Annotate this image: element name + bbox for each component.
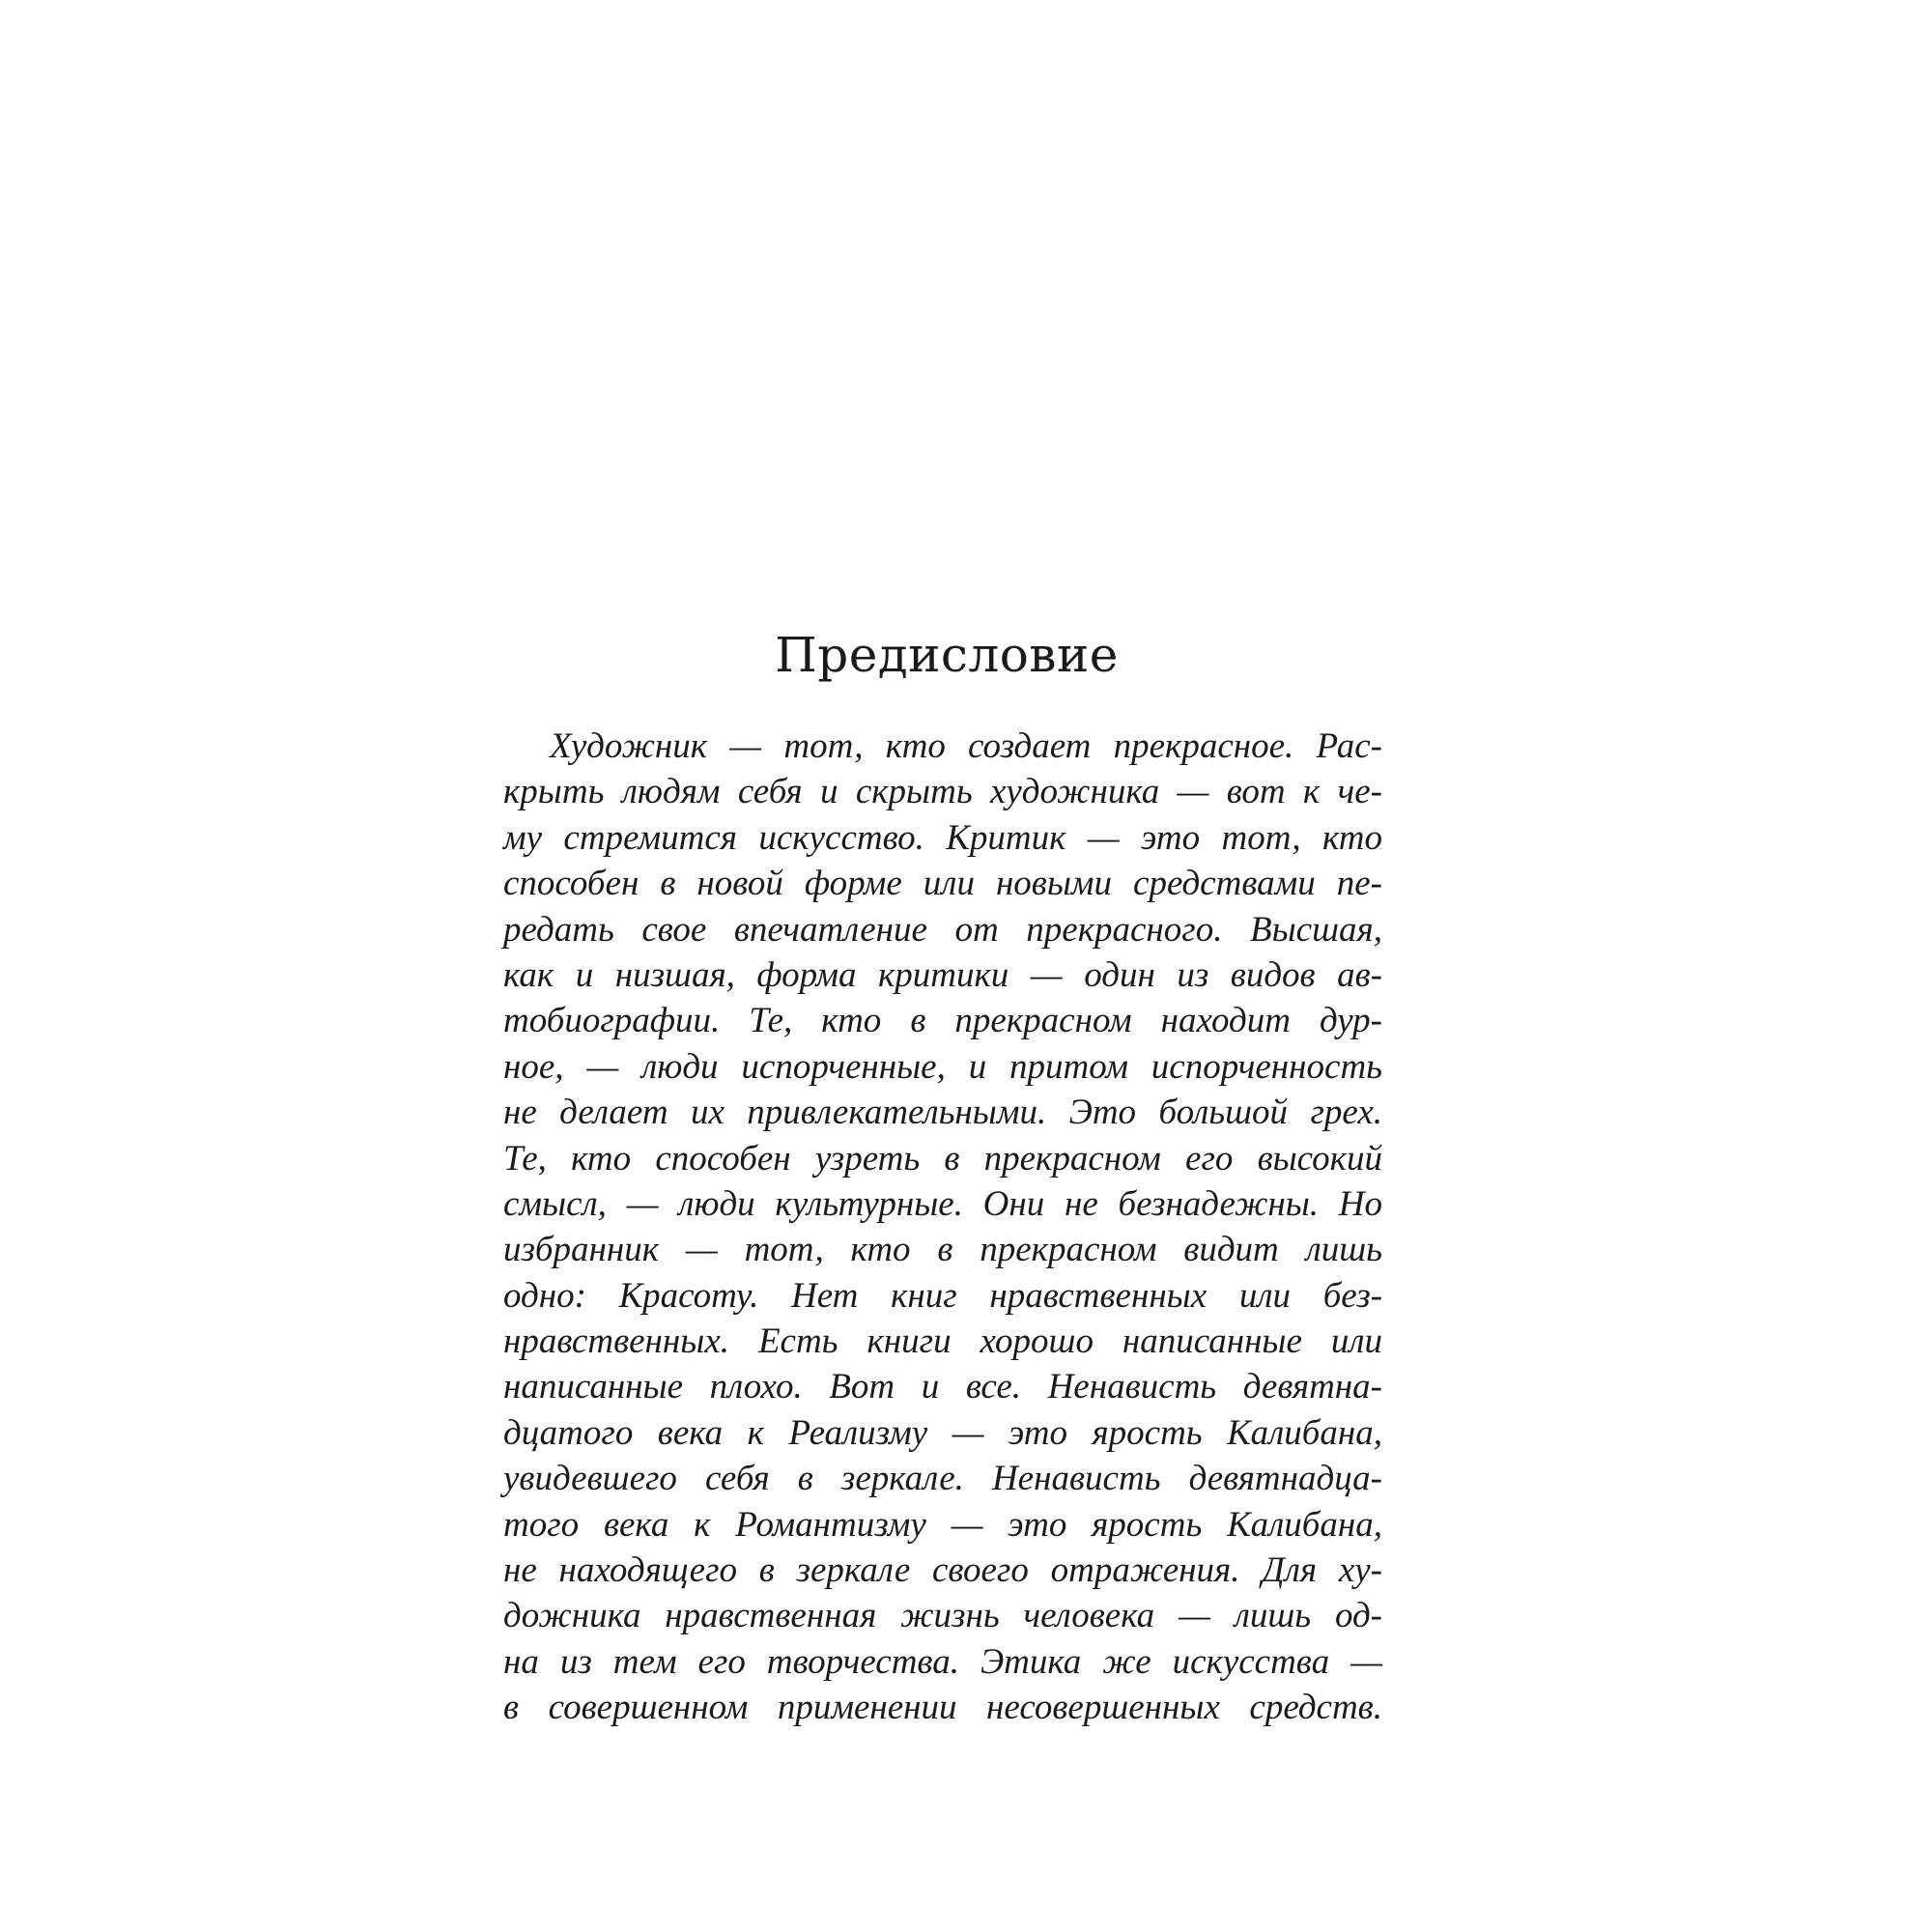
text-line: способен в новой форме или новыми средствами пе- <box>503 864 1382 904</box>
text-line: нравственных. Есть книги хорошо написанные или <box>503 1321 1382 1362</box>
text-line: Художник — тот, кто создает прекрасное. Рас- <box>550 726 1382 766</box>
text-line: на из тем его творчества. Этика же искусства — <box>503 1641 1382 1682</box>
preface-paragraph <box>503 724 1382 1731</box>
text-line: му стремится искусство. Критик — это тот, кто <box>503 817 1382 858</box>
text-line: избранник — тот, кто в прекрасном видит лишь <box>503 1230 1382 1270</box>
page-title: Предисловие <box>775 627 1119 683</box>
text-line: редать свое впечатление от прекрасного. Высшая, <box>503 909 1382 950</box>
text-line: увидевшего себя в зеркале. Ненависть девятнадца- <box>503 1459 1382 1499</box>
text-line: не делает их привлекательными. Это большой грех. <box>503 1093 1382 1133</box>
text-line: не находящего в зеркале своего отражения. Для ху- <box>503 1550 1382 1591</box>
text-line: дожника нравственная жизнь человека — лишь од- <box>503 1596 1382 1636</box>
text-line: в совершенном применении несовершенных средств. <box>503 1688 1382 1728</box>
text-line: крыть людям себя и скрыть художника — вот к че- <box>503 772 1382 812</box>
text-line: одно: Красоту. Нет книг нравственных или без- <box>503 1275 1382 1316</box>
text-line: Те, кто способен узреть в прекрасном его высокий <box>503 1138 1382 1179</box>
text-line: смысл, — люди культурные. Они не безнадежны. Но <box>503 1183 1382 1224</box>
text-line: написанные плохо. Вот и все. Ненависть девятна- <box>503 1367 1382 1407</box>
text-line: тобиографии. Те, кто в прекрасном находит дур- <box>503 1001 1382 1041</box>
text-line: ное, — люди испорченные, и притом испорченность <box>503 1046 1382 1087</box>
text-line: как и низшая, форма критики — один из видов ав- <box>503 954 1382 995</box>
text-line: того века к Романтизму — это ярость Калибана, <box>503 1504 1382 1545</box>
text-line: дцатого века к Реализму — это ярость Калибана, <box>503 1412 1382 1453</box>
